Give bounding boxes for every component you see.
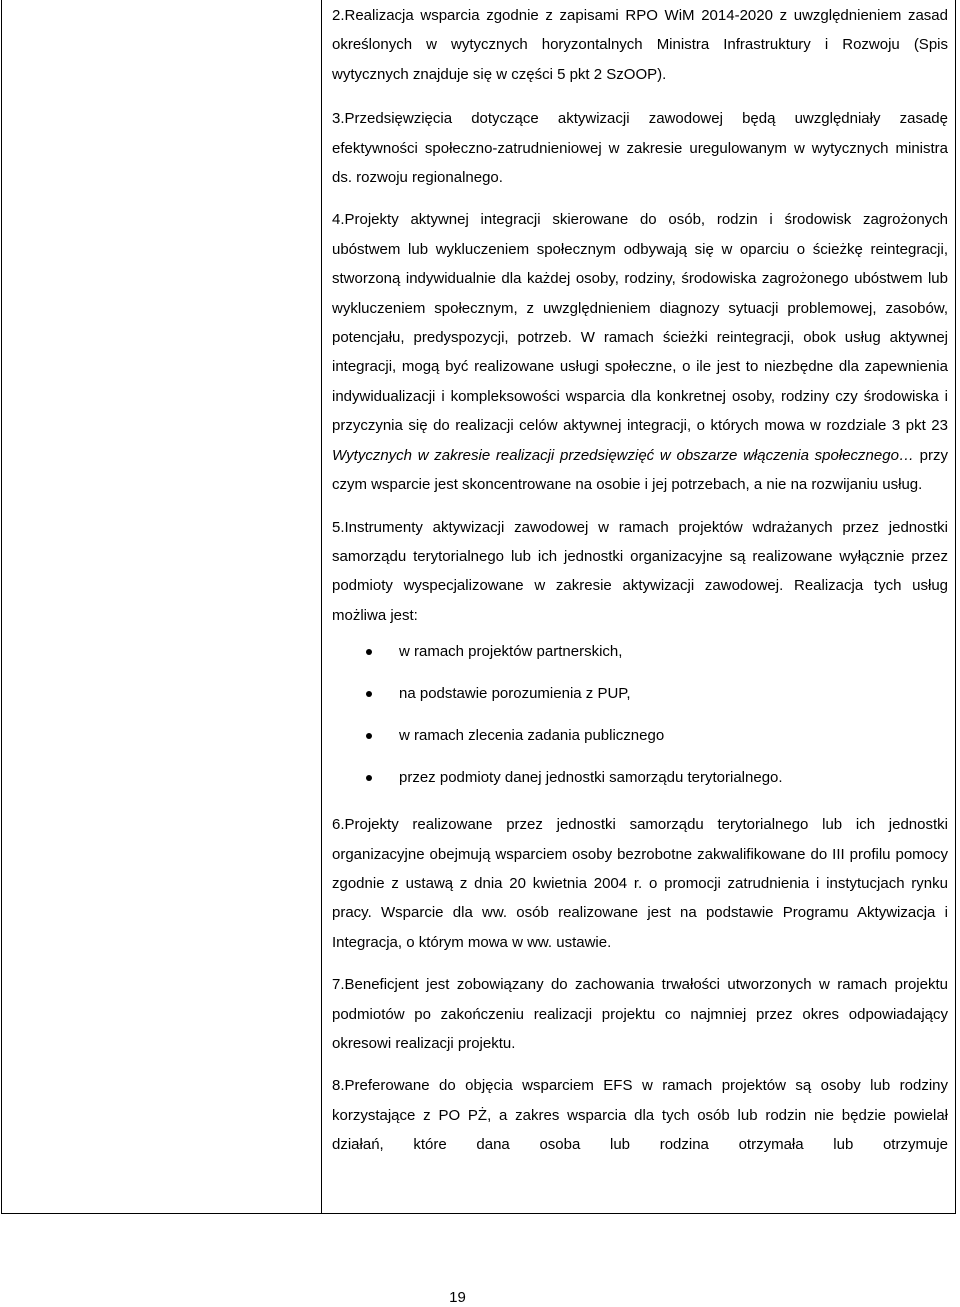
list-item-text: w ramach projektów partnerskich, <box>399 643 623 661</box>
paragraph-4-text-start: 4.Projekty aktywnej integracji skierowane do osób, rodzin i środowisk zagrożonych ubóstwem lub wykluczeniem społecznym odbywają się w oparciu o ścieżkę reintegracji, stworzoną indywidualnie dla każdej osoby, rodziny, środowiska zagrożonego ubóstwem lub wykluczeniem społecznym, z uwzględnieniem diagnozy sytuacji problemowej, zasobów, potencjału, predyspozycji, potrzeb. W ramach ścieżki reintegracji, obok usług aktywnej integracji, mogą być realizowane usługi społeczne, o ile jest to niezbędne dla zapewnienia indywidualizacji i kompleksowości wsparcia dla konkretnej osoby, rodziny czy środowiska i przyczynia się do realizacji celów aktywnej integracji, o których mowa w rozdziale 3 pkt 23 <box>332 211 948 435</box>
document-table <box>1 0 956 1214</box>
paragraph-6: 6.Projekty realizowane przez jednostki samorządu terytorialnego lub ich jednostki organizacyjne obejmują wsparciem osoby bezrobotne zakwalifikowane do III profilu pomocy zgodnie z ustawą z dnia 20 kwietnia 2004 r. o promocji zatrudnienia i instytucjach rynku pracy. Wsparcie dla ww. osób realizowane jest na podstawie Programu Aktywizacja i Integracja, o którym mowa w ww. ustawie. <box>332 816 948 951</box>
paragraph-3: 3.Przedsięwzięcia dotyczące aktywizacji zawodowej będą uwzględniały zasadę efektywności społeczno-zatrudnieniowej w zakresie uregulowanym w wytycznych ministra ds. rozwoju regionalnego. <box>332 110 948 187</box>
left-column-cell <box>2 0 322 1213</box>
bullet-icon <box>366 733 372 739</box>
bullet-list <box>332 642 948 788</box>
list-item <box>332 768 948 788</box>
bullet-icon <box>366 775 372 781</box>
paragraph-7: 7.Beneficjent jest zobowiązany do zachowania trwałości utworzonych w ramach projektu podmiotów po zakończeniu realizacji projektu co najmniej przez okres odpowiadający okresowi realizacji projektu. <box>332 976 948 1052</box>
paragraph-4 <box>332 205 948 499</box>
content-column-cell <box>332 1 948 1160</box>
list-item-text: na podstawie porozumienia z PUP, <box>399 685 631 703</box>
bullet-icon <box>366 691 372 697</box>
list-item <box>332 642 948 662</box>
paragraph-4-text-end: przy czym wsparcie jest skoncentrowane na osobie i jej potrzebach, a nie na rozwijaniu usług. <box>332 446 948 494</box>
list-item <box>332 684 948 704</box>
paragraph-2: 2.Realizacja wsparcia zgodnie z zapisami RPO WiM 2014-2020 z uwzględnieniem zasad określonych w wytycznych horyzontalnych Ministra Infrastruktury i Rozwoju (Spis wytycznych znajduje się w części 5 pkt 2 SzOOP). <box>332 7 948 83</box>
paragraph-8: 8.Preferowane do objęcia wsparciem EFS w ramach projektów są osoby lub rodziny korzystające z PO PŻ, a zakres wsparcia dla tych osób lub rodzin nie będzie powielał działań, które dana osoba lub rodzina otrzymała lub otrzymuje <box>332 1077 948 1154</box>
bullet-icon <box>366 649 372 655</box>
page-number: 19 <box>449 1289 466 1306</box>
list-item-text: w ramach zlecenia zadania publicznego <box>399 727 665 745</box>
list-item-text: przez podmioty danej jednostki samorządu terytorialnego. <box>399 769 783 787</box>
paragraph-5: 5.Instrumenty aktywizacji zawodowej w ramach projektów wdrażanych przez jednostki samorządu terytorialnego lub ich jednostki organizacyjne są realizowane wyłącznie przez podmioty wyspecjalizowane w zakresie aktywizacji zawodowej. Realizacja tych usług możliwa jest: <box>332 518 948 624</box>
paragraph-4-italic-title: Wytycznych w zakresie realizacji przedsięwzięć w obszarze włączenia społecznego… <box>332 446 914 464</box>
list-item <box>332 726 948 746</box>
